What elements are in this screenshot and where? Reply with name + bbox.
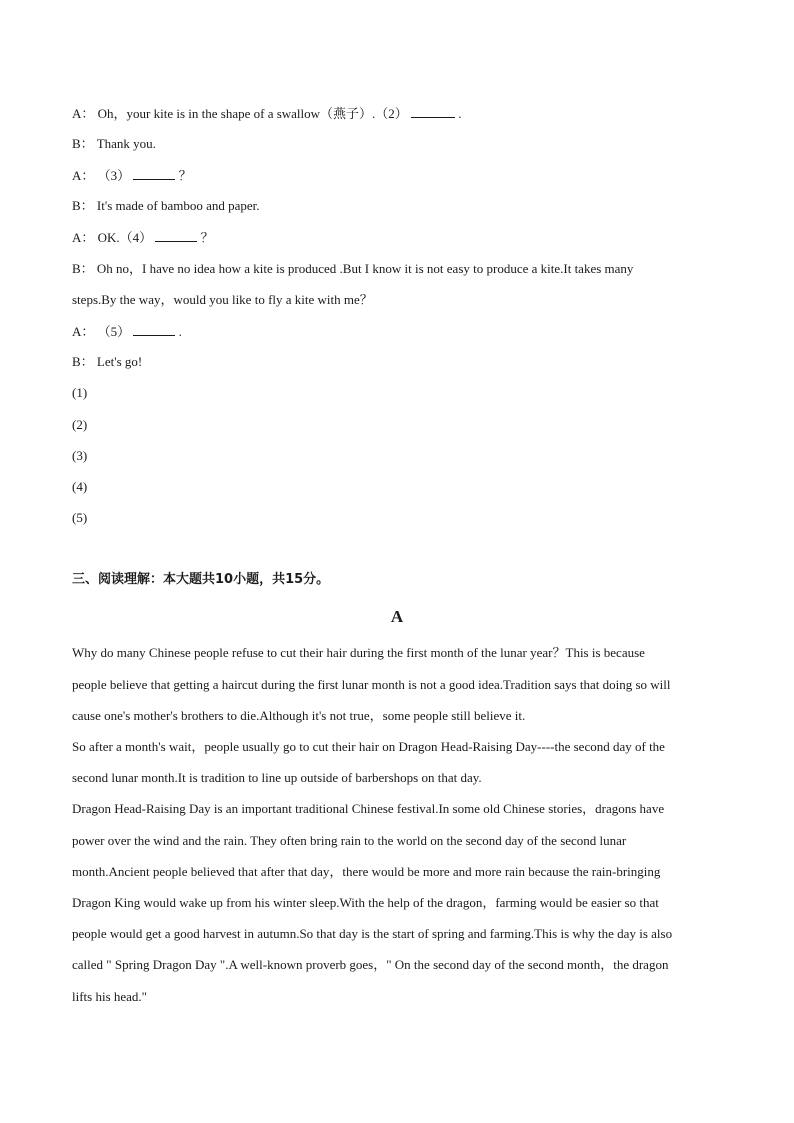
passage-line: Why do many Chinese people refuse to cut their hair during the first month of the lunar year？This is because — [72, 645, 645, 660]
passage-line: cause one's mother's brothers to die.Although it's not true，some people still believe it. — [72, 708, 526, 723]
speaker-label: B： — [72, 354, 94, 369]
dialogue-line-b-1 — [72, 136, 732, 152]
answer-slot-3[interactable]: (3) — [72, 448, 88, 463]
dialogue-text: steps.By the way，would you like to fly a kite with me？ — [72, 292, 373, 307]
speaker-label: A： — [72, 106, 95, 121]
answer-blank-5[interactable] — [133, 323, 175, 336]
section-heading: 三、阅读理解：本大题共10小题，共15分。 — [72, 572, 330, 587]
passage-line: lifts his head." — [72, 989, 147, 1004]
passage-line: month.Ancient people believed that after that day，there would be more and more rain because the rain-bringing — [72, 864, 661, 879]
passage-line: power over the wind and the rain. They often bring rain to the world on the second day of the second lunar — [72, 833, 627, 848]
dialogue-text: Oh no，I have no idea how a kite is produced .But I know it is not easy to produce a kite.It takes many — [96, 261, 634, 276]
dialogue-punct: ？ — [200, 230, 214, 245]
answer-slot-1[interactable]: (1) — [72, 385, 88, 400]
passage-line: So after a month's wait，people usually go to cut their hair on Dragon Head-Raising Day----the second day of the — [72, 739, 665, 754]
dialogue-line-a-2 — [72, 105, 732, 122]
dialogue-line-b-3 — [72, 261, 732, 277]
passage-title: A — [390, 607, 404, 626]
answer-slot-4[interactable]: (4) — [72, 479, 88, 494]
passage-line: called " Spring Dragon Day ".A well-known proverb goes，" On the second day of the second month，the dragon — [72, 957, 669, 972]
dialogue-text: Thank you. — [96, 136, 156, 151]
dialogue-punct: . — [178, 324, 182, 339]
dialogue-line-b-4 — [72, 354, 732, 370]
speaker-label: B： — [72, 198, 94, 213]
dialogue-text: Oh，your kite is in the shape of a swallow（燕子）.（2） — [97, 106, 408, 121]
dialogue-line-b-2 — [72, 198, 732, 214]
passage-line: people would get a good harvest in autumn.So that day is the start of spring and farming.This is why the day is also — [72, 926, 673, 941]
speaker-label: A： — [72, 168, 95, 183]
answer-blank-4[interactable] — [155, 229, 197, 242]
dialogue-text: It's made of bamboo and paper. — [96, 198, 260, 213]
dialogue-text: （3） — [97, 168, 131, 183]
speaker-label: B： — [72, 261, 94, 276]
dialogue-punct: ？ — [178, 168, 192, 183]
passage-line: Dragon Head-Raising Day is an important traditional Chinese festival.In some old Chinese stories，dragons have — [72, 801, 665, 816]
dialogue-text: OK.（4） — [97, 230, 153, 245]
speaker-label: A： — [72, 230, 95, 245]
dialogue-text: Let's go! — [96, 354, 143, 369]
dialogue-line-b-3-cont — [72, 292, 732, 308]
dialogue-punct: . — [458, 106, 462, 121]
passage-line: Dragon King would wake up from his winter sleep.With the help of the dragon，farming would be easier so that — [72, 895, 659, 910]
dialogue-line-a-3 — [72, 167, 732, 184]
dialogue-text: （5） — [97, 324, 131, 339]
dialogue-line-a-5 — [72, 323, 732, 340]
speaker-label: A： — [72, 324, 95, 339]
answer-blank-3[interactable] — [133, 167, 175, 180]
speaker-label: B： — [72, 136, 94, 151]
passage-line: people believe that getting a haircut during the first lunar month is not a good idea.Tradition says that doing so will — [72, 677, 671, 692]
passage-line: second lunar month.It is tradition to line up outside of barbershops on that day. — [72, 770, 482, 785]
answer-slot-5[interactable]: (5) — [72, 510, 88, 525]
dialogue-line-a-4 — [72, 229, 732, 246]
answer-slot-2[interactable]: (2) — [72, 417, 88, 432]
answer-blank-2[interactable] — [411, 105, 455, 118]
